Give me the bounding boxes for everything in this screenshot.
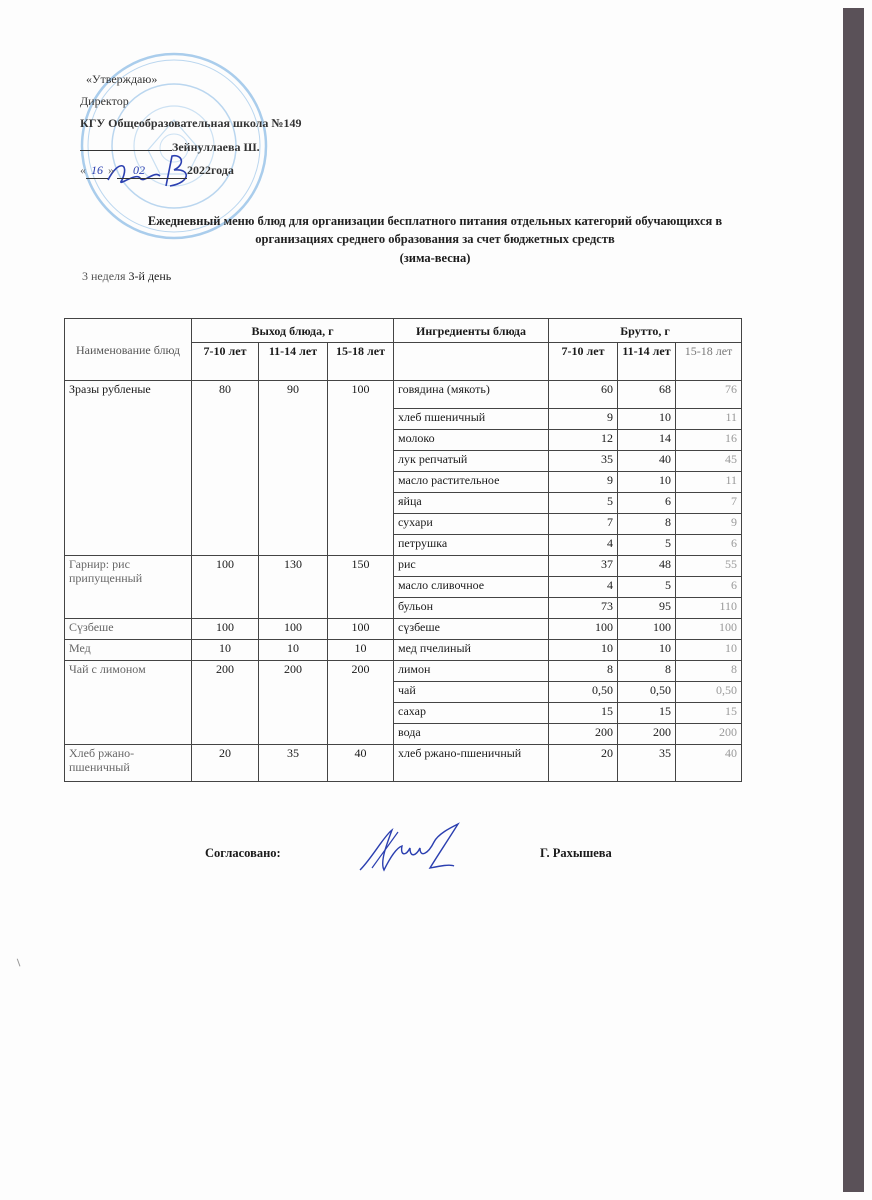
dish-output-value: 100 xyxy=(328,381,394,556)
table-row xyxy=(65,661,742,682)
gross-value: 9 xyxy=(676,514,742,535)
week-day-label xyxy=(82,269,171,284)
ingredient-name: масло растительное xyxy=(394,472,549,493)
ingredient-name: петрушка xyxy=(394,535,549,556)
header-ingredients-empty xyxy=(394,343,549,381)
table-row xyxy=(65,556,742,577)
dish-output-value: 200 xyxy=(328,661,394,745)
header-gross-11-14: 11-14 лет xyxy=(618,343,676,381)
agreed-signature-icon xyxy=(350,818,480,878)
director-position: Директор xyxy=(80,94,129,108)
dish-output-value: 10 xyxy=(259,640,328,661)
title-line-1: Ежедневный меню блюд для организации бесплатного питания отдельных категорий обучающихся в xyxy=(147,214,723,228)
ingredient-name: сүзбеше xyxy=(394,619,549,640)
day-label: 3-й день xyxy=(128,269,172,283)
dish-output-value: 100 xyxy=(192,619,259,640)
gross-value: 16 xyxy=(676,430,742,451)
approval-date xyxy=(80,163,234,179)
ingredient-name: хлеб ржано-пшеничный xyxy=(394,745,549,782)
menu-table xyxy=(64,318,742,782)
gross-value: 10 xyxy=(618,472,676,493)
ingredient-name: масло сливочное xyxy=(394,577,549,598)
date-day: 16 xyxy=(86,163,108,179)
gross-value: 100 xyxy=(618,619,676,640)
week-label: 3 неделя xyxy=(82,269,126,283)
agreed-person-name: Г. Рахышева xyxy=(540,846,612,860)
gross-value: 15 xyxy=(618,703,676,724)
dish-name: Гарнир: рис припущенный xyxy=(65,556,192,619)
gross-value: 5 xyxy=(618,535,676,556)
date-month: 02 xyxy=(117,163,187,179)
gross-value: 6 xyxy=(618,493,676,514)
header-gross: Брутто, г xyxy=(549,319,742,343)
header-ingredients: Ингредиенты блюда xyxy=(394,319,549,343)
gross-value: 37 xyxy=(549,556,618,577)
gross-value: 10 xyxy=(676,640,742,661)
date-close-quote: » xyxy=(108,163,114,177)
scanner-edge-bar xyxy=(843,8,864,1192)
ingredient-name: бульон xyxy=(394,598,549,619)
gross-value: 10 xyxy=(618,640,676,661)
dish-name: Зразы рубленые xyxy=(65,381,192,556)
gross-value: 73 xyxy=(549,598,618,619)
dish-name: Мед xyxy=(65,640,192,661)
ingredient-name: сахар xyxy=(394,703,549,724)
gross-value: 76 xyxy=(676,381,742,409)
table-row xyxy=(65,640,742,661)
dish-name: Хлеб ржано-пшеничный xyxy=(65,745,192,782)
gross-value: 40 xyxy=(618,451,676,472)
ingredient-name: лимон xyxy=(394,661,549,682)
gross-value: 6 xyxy=(676,577,742,598)
ingredient-name: сухари xyxy=(394,514,549,535)
gross-value: 10 xyxy=(549,640,618,661)
gross-value: 5 xyxy=(549,493,618,514)
gross-value: 8 xyxy=(618,661,676,682)
ingredient-name: вода xyxy=(394,724,549,745)
gross-value: 200 xyxy=(618,724,676,745)
gross-value: 14 xyxy=(618,430,676,451)
gross-value: 45 xyxy=(676,451,742,472)
gross-value: 48 xyxy=(618,556,676,577)
ingredient-name: чай xyxy=(394,682,549,703)
dish-output-value: 40 xyxy=(328,745,394,782)
menu-table-body xyxy=(65,381,742,782)
gross-value: 35 xyxy=(618,745,676,782)
gross-value: 8 xyxy=(676,661,742,682)
ingredient-name: молоко xyxy=(394,430,549,451)
ingredient-name: яйца xyxy=(394,493,549,514)
table-row xyxy=(65,381,742,409)
agreed-label: Согласовано: xyxy=(205,846,281,860)
gross-value: 9 xyxy=(549,472,618,493)
gross-value: 11 xyxy=(676,472,742,493)
dish-name: Сүзбеше xyxy=(65,619,192,640)
ingredient-name: говядина (мякоть) xyxy=(394,381,549,409)
gross-value: 68 xyxy=(618,381,676,409)
header-gross-7-10: 7-10 лет xyxy=(549,343,618,381)
gross-value: 5 xyxy=(618,577,676,598)
dish-output-value: 100 xyxy=(328,619,394,640)
gross-value: 8 xyxy=(618,514,676,535)
gross-value: 0,50 xyxy=(618,682,676,703)
dish-output-value: 10 xyxy=(328,640,394,661)
title-line-2: организациях среднего образования за счет бюджетных средств xyxy=(255,232,615,246)
gross-value: 12 xyxy=(549,430,618,451)
dish-output-value: 35 xyxy=(259,745,328,782)
document-title xyxy=(70,212,800,248)
gross-value: 110 xyxy=(676,598,742,619)
gross-value: 35 xyxy=(549,451,618,472)
gross-value: 40 xyxy=(676,745,742,782)
gross-value: 20 xyxy=(549,745,618,782)
gross-value: 6 xyxy=(676,535,742,556)
approve-label: «Утверждаю» xyxy=(86,72,158,86)
gross-value: 200 xyxy=(549,724,618,745)
organization-name: КГУ Общеобразовательная школа №149 xyxy=(80,116,302,130)
dish-name: Чай с лимоном xyxy=(65,661,192,745)
ingredient-name: хлеб пшеничный xyxy=(394,409,549,430)
header-dish-name: Наименование блюд xyxy=(65,319,192,381)
gross-value: 4 xyxy=(549,535,618,556)
gross-value: 7 xyxy=(549,514,618,535)
ingredient-name: лук репчатый xyxy=(394,451,549,472)
dish-output-value: 200 xyxy=(192,661,259,745)
table-row xyxy=(65,745,742,782)
date-year: 2022года xyxy=(187,163,234,177)
header-output-11-14: 11-14 лет xyxy=(259,343,328,381)
gross-value: 100 xyxy=(549,619,618,640)
gross-value: 7 xyxy=(676,493,742,514)
gross-value: 10 xyxy=(618,409,676,430)
gross-value: 15 xyxy=(676,703,742,724)
header-gross-15-18: 15-18 лет xyxy=(676,343,742,381)
gross-value: 11 xyxy=(676,409,742,430)
date-open-quote: « xyxy=(80,163,86,177)
gross-value: 4 xyxy=(549,577,618,598)
gross-value: 60 xyxy=(549,381,618,409)
gross-value: 95 xyxy=(618,598,676,619)
gross-value: 0,50 xyxy=(676,682,742,703)
gross-value: 8 xyxy=(549,661,618,682)
dish-output-value: 10 xyxy=(192,640,259,661)
dish-output-value: 80 xyxy=(192,381,259,556)
dish-output-value: 20 xyxy=(192,745,259,782)
gross-value: 200 xyxy=(676,724,742,745)
gross-value: 15 xyxy=(549,703,618,724)
dish-output-value: 100 xyxy=(259,619,328,640)
dish-output-value: 150 xyxy=(328,556,394,619)
header-output-7-10: 7-10 лет xyxy=(192,343,259,381)
scan-mark xyxy=(17,958,23,967)
dish-output-value: 200 xyxy=(259,661,328,745)
gross-value: 55 xyxy=(676,556,742,577)
ingredient-name: рис xyxy=(394,556,549,577)
director-name: Зейнуллаева Ш. xyxy=(172,140,260,154)
gross-value: 9 xyxy=(549,409,618,430)
ingredient-name: мед пчелиный xyxy=(394,640,549,661)
season-label: (зима-весна) xyxy=(399,251,471,265)
dish-output-value: 130 xyxy=(259,556,328,619)
header-output-15-18: 15-18 лет xyxy=(328,343,394,381)
gross-value: 100 xyxy=(676,619,742,640)
gross-value: 0,50 xyxy=(549,682,618,703)
table-row xyxy=(65,619,742,640)
header-output: Выход блюда, г xyxy=(192,319,394,343)
dish-output-value: 100 xyxy=(192,556,259,619)
dish-output-value: 90 xyxy=(259,381,328,556)
